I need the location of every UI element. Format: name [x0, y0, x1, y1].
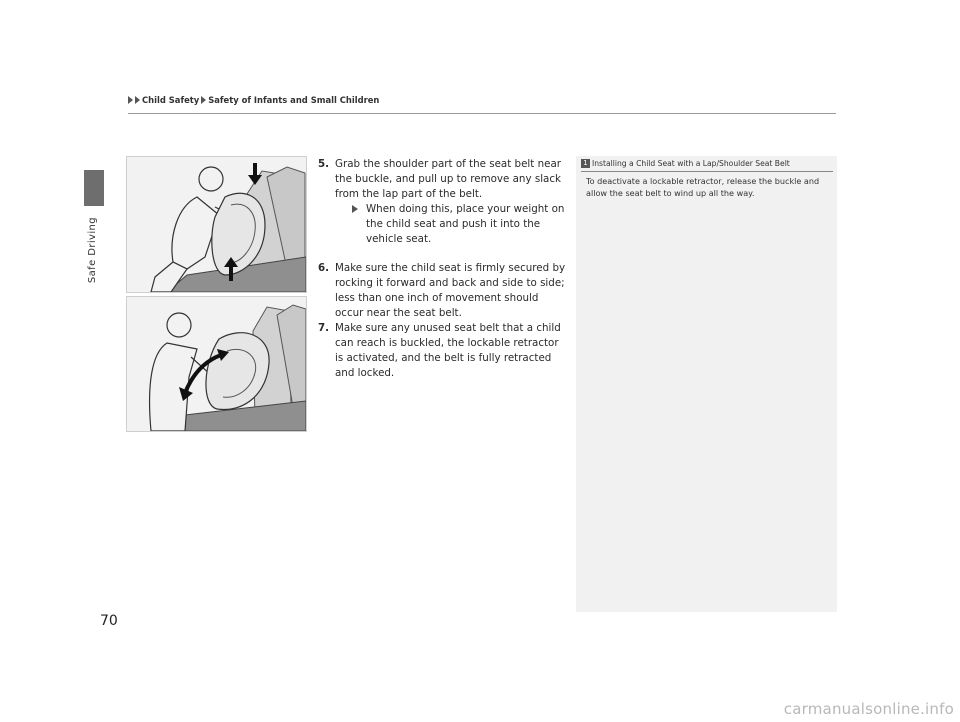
step-text: Make sure the child seat is firmly secured by rocking it forward and back and side to side; less than one inch of movement should occur near the seat belt.: [335, 262, 566, 320]
note-reference-icon: 1: [581, 159, 590, 168]
note-body: To deactivate a lockable retractor, release the buckle and allow the seat belt to wind up all the way.: [586, 176, 820, 198]
step-number: 7.: [318, 322, 330, 335]
step-5-sub: [318, 202, 566, 247]
breadcrumb: [128, 95, 379, 105]
step-number: 5.: [318, 158, 330, 170]
note-divider: [581, 171, 833, 172]
step-number: 6.: [318, 262, 330, 275]
note-panel: [576, 156, 837, 612]
breadcrumb-arrow-icon: [201, 96, 206, 104]
section-tab: [84, 170, 104, 206]
illustration-rock-child-seat: [126, 296, 307, 432]
header-divider: [128, 113, 836, 114]
step-text: Grab the shoulder part of the seat belt near the buckle, and pull up to remove any slack from the lap part of the belt.: [335, 158, 561, 200]
step-text: Make sure any unused seat belt that a child can reach is buckled, the lockable retractor is activated, and the belt is fully retracted and locked.: [335, 322, 561, 379]
breadcrumb-parent[interactable]: Child Safety: [142, 95, 200, 105]
illustration-push-child-seat: [126, 156, 307, 293]
note-title-text: Installing a Child Seat with a Lap/Shoulder Seat Belt: [592, 159, 790, 168]
breadcrumb-arrow-icon: [135, 96, 140, 104]
step-5: [318, 157, 566, 202]
sub-arrow-icon: [352, 205, 358, 213]
breadcrumb-current[interactable]: Safety of Infants and Small Children: [208, 95, 380, 105]
watermark: carmanualsonline.info: [783, 700, 954, 718]
section-label: Safe Driving: [87, 217, 98, 284]
sub-point-text: When doing this, place your weight on the child seat and push it into the vehicle seat.: [366, 202, 565, 245]
page-number: 70: [100, 613, 118, 629]
step-6: [318, 261, 566, 321]
step-7: [318, 321, 566, 381]
sub-point: [352, 202, 566, 247]
instruction-steps: [318, 157, 566, 381]
illustration-push-child-seat-drawing: [127, 157, 306, 292]
illustration-rock-child-seat-drawing: [127, 297, 306, 431]
note-title: [581, 159, 790, 168]
breadcrumb-arrow-icon: [128, 96, 133, 104]
